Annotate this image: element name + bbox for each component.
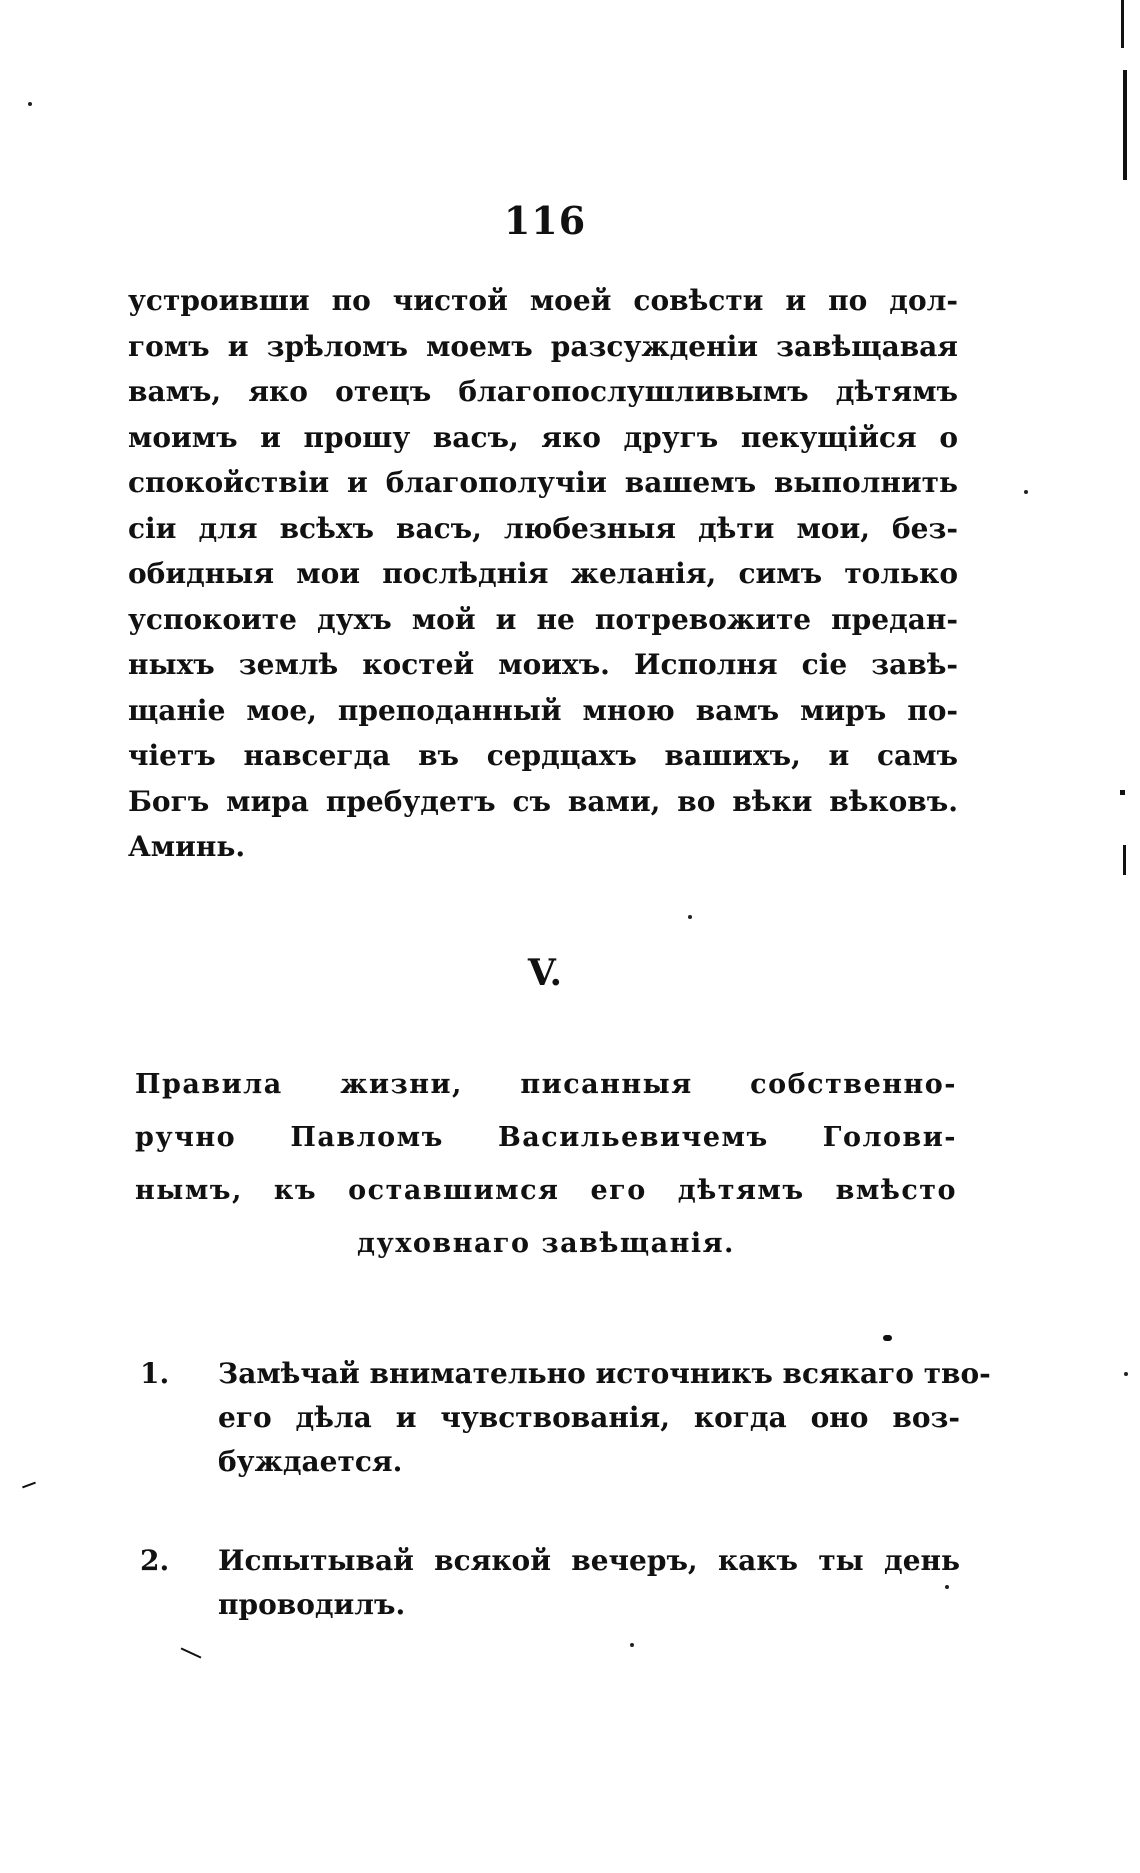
scan-speck <box>630 1643 634 1647</box>
heading-line: Правила жизни, писанныя собственно- <box>135 1069 957 1100</box>
body-line: чіетъ навсегда въ сердцахъ вашихъ, и самъ <box>128 739 958 772</box>
body-line: ныхъ землѣ костей моихъ. Исполня сіе завѣ- <box>128 648 958 681</box>
heading-line: ручно Павломъ Васильевичемъ Голови- <box>135 1122 957 1153</box>
list-item-number: 1. <box>140 1357 170 1390</box>
body-line: гомъ и зрѣломъ моемъ разсужденіи завѣщавая <box>128 329 958 363</box>
list-item-number: 2. <box>140 1544 170 1577</box>
body-line: обидныя мои послѣднія желанія, симъ только <box>128 557 958 590</box>
section-heading <box>135 1058 957 1270</box>
heading-line: духовнаго завѣщанія. <box>357 1228 735 1259</box>
page-number: 116 <box>503 198 587 243</box>
body-line: устроивши по чистой моей совѣсти и по дол- <box>128 284 958 317</box>
body-line: сіи для всѣхъ васъ, любезныя дѣти мои, без- <box>128 511 958 545</box>
body-line: спокойствіи и благополучіи вашемъ выполнить <box>128 466 958 499</box>
body-line: моимъ и прошу васъ, яко другъ пекущійся о <box>128 420 958 454</box>
list-item-line: буждается. <box>218 1445 403 1478</box>
scan-speck <box>688 915 692 919</box>
body-line: щаніе мое, преподанный мною вамъ миръ по- <box>128 693 958 727</box>
body-paragraph <box>128 278 958 870</box>
body-line: Богъ мира пребудетъ съ вами, во вѣки вѣковъ. <box>128 784 958 818</box>
body-line: вамъ, яко отецъ благопослушливымъ дѣтямъ <box>128 375 958 408</box>
list-item-line: его дѣла и чувствованія, когда оно воз- <box>218 1401 960 1434</box>
scan-edge-mark <box>1123 70 1127 180</box>
body-line: Аминь. <box>128 830 246 863</box>
scan-edge-mark <box>1120 790 1125 795</box>
section-number: V. <box>527 952 563 994</box>
body-line: успокоите духъ мой и не потревожите предан- <box>128 602 958 636</box>
list-item <box>140 1539 960 1627</box>
scan-edge-mark <box>1123 845 1126 875</box>
ornament-dot <box>883 1335 892 1341</box>
heading-line: нымъ, къ оставшимся его дѣтямъ вмѣсто <box>135 1175 957 1206</box>
list-item-line: Замѣчай внимательно источникъ всякаго тво- <box>218 1357 991 1390</box>
scan-speck <box>945 1585 949 1589</box>
scan-speck <box>1024 490 1028 494</box>
rules-list <box>140 1352 991 1682</box>
list-item-line: Испытывай всякой вечеръ, какъ ты день <box>218 1544 960 1577</box>
list-item-line: проводилъ. <box>218 1588 406 1621</box>
scan-speck <box>28 102 32 106</box>
ornament-divider <box>0 1338 1140 1339</box>
scan-speck <box>1124 1372 1128 1376</box>
list-item <box>140 1352 991 1484</box>
scan-edge-mark <box>22 1482 36 1489</box>
scan-edge-mark <box>1121 0 1124 48</box>
